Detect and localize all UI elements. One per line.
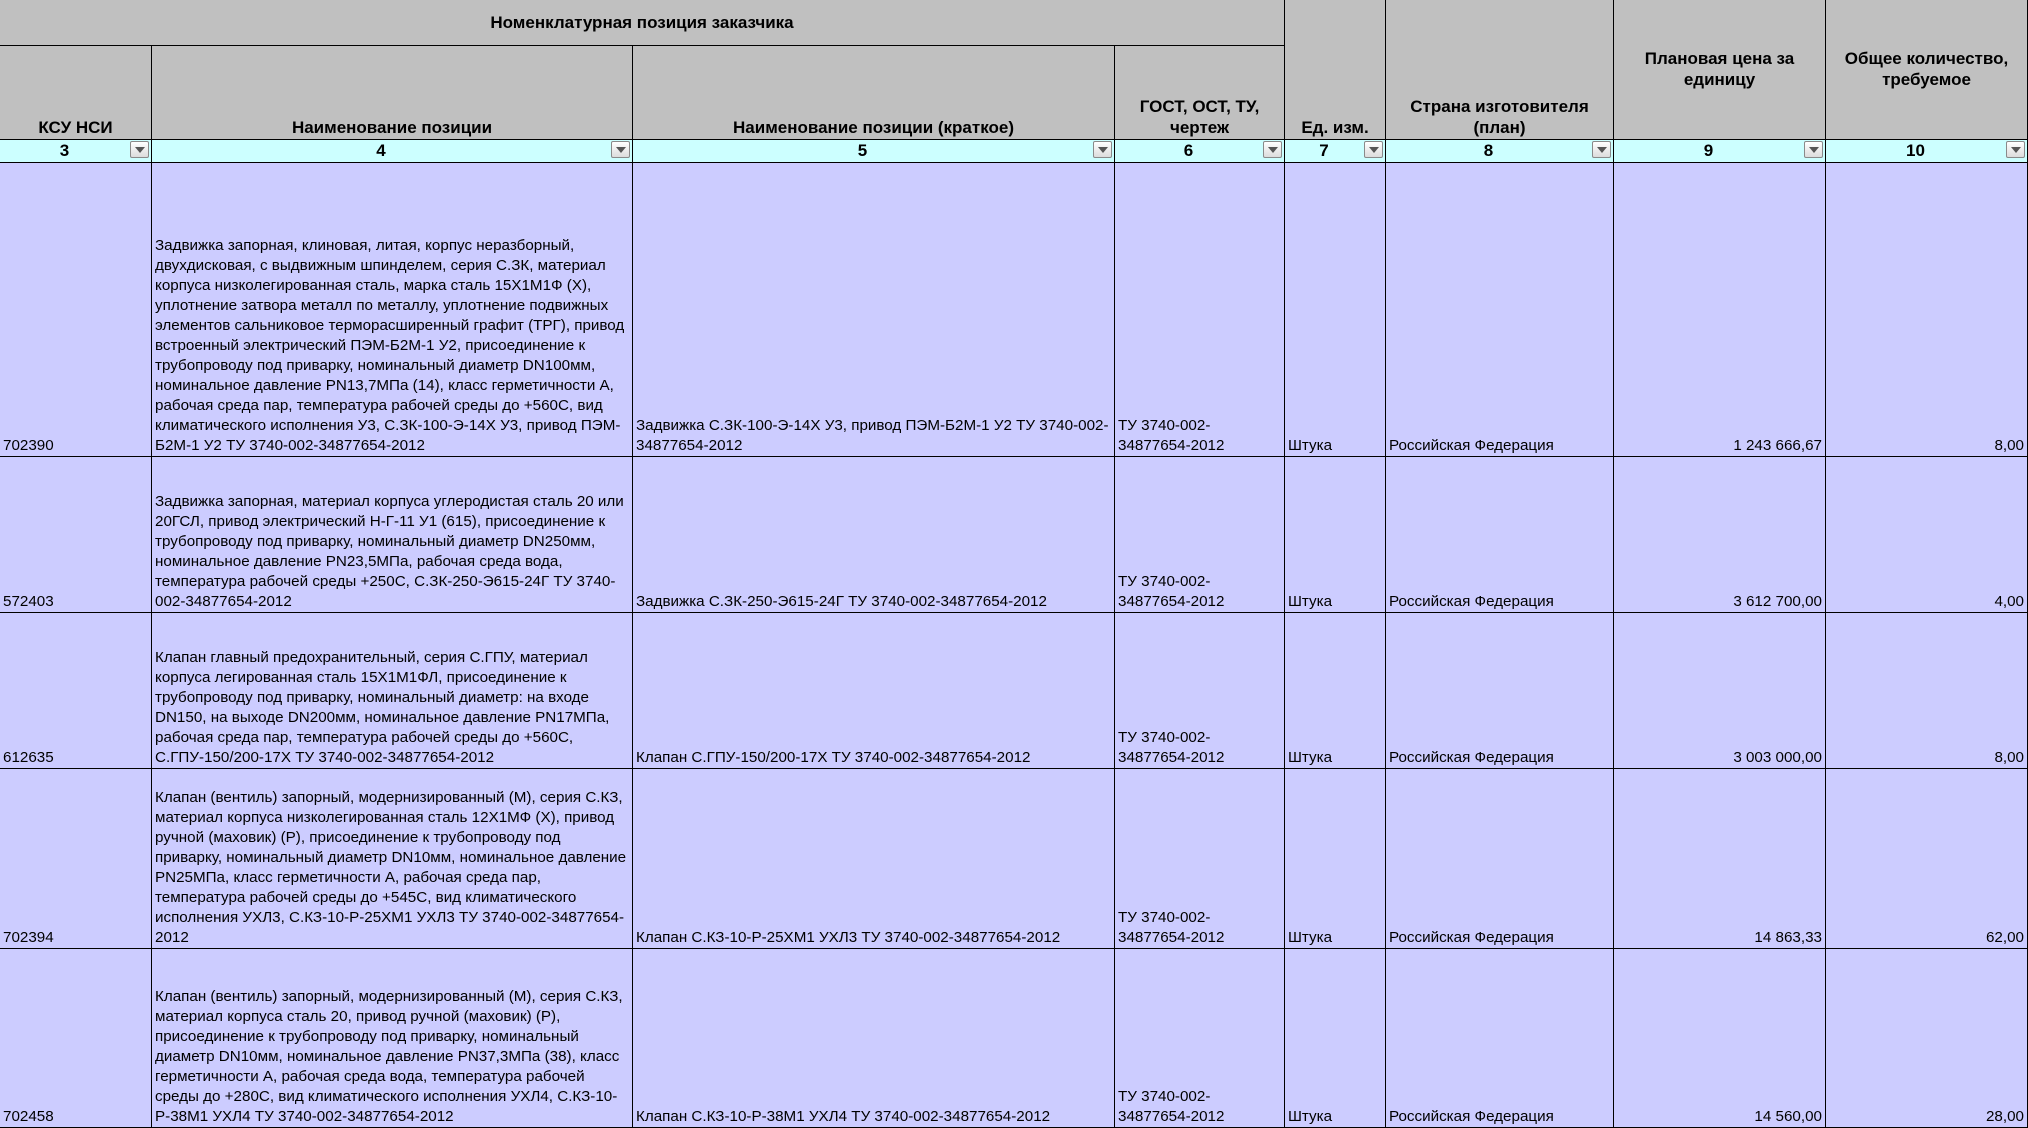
cell-ksu: 702394 bbox=[3, 929, 54, 946]
table-row-5-name[interactable] bbox=[152, 949, 633, 1128]
header-quantity[interactable] bbox=[1826, 0, 2028, 140]
cell-country: Российская Федерация bbox=[1389, 593, 1554, 610]
column-number-3 bbox=[0, 140, 152, 163]
table-row-1-country[interactable] bbox=[1386, 163, 1614, 457]
table-row-1-unit[interactable] bbox=[1285, 163, 1386, 457]
cell-quantity: 62,00 bbox=[1985, 929, 2024, 946]
cell-unit: Штука bbox=[1288, 593, 1333, 610]
filter-dropdown-icon[interactable] bbox=[1093, 141, 1112, 158]
filter-dropdown-icon[interactable] bbox=[1804, 141, 1823, 158]
table-row-3-quantity[interactable] bbox=[1826, 613, 2028, 769]
cell-short-name: Клапан С.КЗ-10-Р-25ХМ1 УХЛ3 ТУ 3740-002-34877654-2012 bbox=[636, 929, 1061, 946]
column-number-5 bbox=[633, 140, 1115, 163]
table-row-2-ksu[interactable] bbox=[0, 457, 152, 613]
header-country[interactable] bbox=[1386, 0, 1614, 140]
header-unit[interactable] bbox=[1285, 0, 1386, 140]
column-number-9 bbox=[1614, 140, 1826, 163]
cell-name: Клапан (вентиль) запорный, модернизированный (М), серия С.КЗ, материал корпуса низколегированная сталь 12Х1МФ (Х), привод ручной (маховик) (Р), присоединение к трубопроводу под приварку, номинальный диаметр DN10мм, номинальное давление PN25МПа, класс герметичности А, рабочая среда пар, температура рабочей среды до +545С, вид климатического исполнения УХЛ3, С.КЗ-10-Р-25ХМ1 УХЛ3 ТУ 3740-002-34877654-2012 bbox=[155, 789, 627, 946]
cell-gost: ТУ 3740-002-34877654-2012 bbox=[1118, 573, 1225, 610]
table-row-4-name[interactable] bbox=[152, 769, 633, 949]
cell-unit: Штука bbox=[1288, 1108, 1333, 1125]
cell-ksu: 612635 bbox=[3, 749, 54, 766]
filter-dropdown-icon[interactable] bbox=[1263, 141, 1282, 158]
cell-unit: Штука bbox=[1288, 929, 1333, 946]
table-row-5-country[interactable] bbox=[1386, 949, 1614, 1128]
cell-country: Российская Федерация bbox=[1389, 437, 1554, 454]
table-row-1-price[interactable] bbox=[1614, 163, 1826, 457]
table-row-4-country[interactable] bbox=[1386, 769, 1614, 949]
header-name-label: Наименование позиции bbox=[291, 118, 493, 137]
cell-quantity: 4,00 bbox=[1994, 593, 2024, 610]
filter-dropdown-icon[interactable] bbox=[130, 141, 149, 158]
header-quantity-label: Общее количество, требуемое bbox=[1844, 49, 2009, 89]
table-row-3-price[interactable] bbox=[1614, 613, 1826, 769]
column-number-label: 6 bbox=[1183, 141, 1194, 160]
header-group-title: Номенклатурная позиция заказчика bbox=[490, 12, 794, 32]
table-row-3-ksu[interactable] bbox=[0, 613, 152, 769]
table-row-3-unit[interactable] bbox=[1285, 613, 1386, 769]
table-row-2-short-name[interactable] bbox=[633, 457, 1115, 613]
cell-price: 14 863,33 bbox=[1754, 929, 1822, 946]
cell-country: Российская Федерация bbox=[1389, 1108, 1554, 1125]
table-row-2-quantity[interactable] bbox=[1826, 457, 2028, 613]
table-row-2-country[interactable] bbox=[1386, 457, 1614, 613]
table-row-1-ksu[interactable] bbox=[0, 163, 152, 457]
table-row-3-gost[interactable] bbox=[1115, 613, 1285, 769]
table-row-5-short-name[interactable] bbox=[633, 949, 1115, 1128]
table-row-4-quantity[interactable] bbox=[1826, 769, 2028, 949]
cell-price: 1 243 666,67 bbox=[1733, 437, 1822, 454]
column-number-6 bbox=[1115, 140, 1285, 163]
cell-price: 14 560,00 bbox=[1754, 1108, 1822, 1125]
column-number-10 bbox=[1826, 140, 2028, 163]
table-row-5-gost[interactable] bbox=[1115, 949, 1285, 1128]
header-ksu-label: КСУ НСИ bbox=[38, 118, 113, 137]
cell-ksu: 572403 bbox=[3, 593, 54, 610]
filter-dropdown-icon[interactable] bbox=[1364, 141, 1383, 158]
header-price-label: Плановая цена за единицу bbox=[1644, 49, 1795, 89]
cell-name: Задвижка запорная, клиновая, литая, корпус неразборный, двухдисковая, с выдвижным шпинделем, серия С.ЗК, материал корпуса низколегированная сталь, марка сталь 15Х1М1Ф (Х), уплотнение затвора металл по металлу, уплотнение подвижных элементов сальниковое терморасширенный графит (ТРГ), привод встроенный электрический ПЭМ-Б2М-1 У2, присоединение к трубопроводу под приварку, номинальный диаметр DN100мм, номинальное давление PN13,7МПа (14), класс герметичности А, рабочая среда пар, температура рабочей среды до +560С, вид климатического исполнения У3, С.ЗК-100-Э-14Х У3, привод ПЭМ-Б2М-1 У2 ТУ 3740-002-34877654-2012 bbox=[155, 237, 625, 454]
cell-price: 3 612 700,00 bbox=[1733, 593, 1822, 610]
cell-unit: Штука bbox=[1288, 437, 1333, 454]
cell-gost: ТУ 3740-002-34877654-2012 bbox=[1118, 909, 1225, 946]
table-row-3-country[interactable] bbox=[1386, 613, 1614, 769]
table-row-3-name[interactable] bbox=[152, 613, 633, 769]
cell-quantity: 28,00 bbox=[1985, 1108, 2024, 1125]
cell-quantity: 8,00 bbox=[1994, 749, 2024, 766]
cell-short-name: Клапан С.ГПУ-150/200-17Х ТУ 3740-002-34877654-2012 bbox=[636, 749, 1031, 766]
column-number-4 bbox=[152, 140, 633, 163]
header-ksu[interactable] bbox=[0, 46, 152, 140]
table-row-4-price[interactable] bbox=[1614, 769, 1826, 949]
cell-short-name: Задвижка С.ЗК-100-Э-14Х У3, привод ПЭМ-Б2М-1 У2 ТУ 3740-002-34877654-2012 bbox=[636, 417, 1109, 454]
table-row-2-unit[interactable] bbox=[1285, 457, 1386, 613]
header-name[interactable] bbox=[152, 46, 633, 140]
cell-country: Российская Федерация bbox=[1389, 929, 1554, 946]
column-number-7 bbox=[1285, 140, 1386, 163]
header-group-customer-position[interactable] bbox=[0, 0, 1285, 46]
table-row-5-quantity[interactable] bbox=[1826, 949, 2028, 1128]
cell-name: Клапан (вентиль) запорный, модернизированный (М), серия С.КЗ, материал корпуса сталь 20, привод ручной (маховик) (Р), присоединение к трубопроводу под приварку, номинальный диаметр DN10мм, номинальное давление PN37,3МПа (38), класс герметичности А, рабочая среда вода, температура рабочей среды до +280С, вид климатического исполнения УХЛ4, С.КЗ-10-Р-38М1 УХЛ4 ТУ 3740-002-34877654-2012 bbox=[155, 988, 623, 1125]
cell-unit: Штука bbox=[1288, 749, 1333, 766]
column-number-label: 8 bbox=[1483, 141, 1494, 160]
cell-ksu: 702458 bbox=[3, 1108, 54, 1125]
table-row-4-short-name[interactable] bbox=[633, 769, 1115, 949]
header-price[interactable] bbox=[1614, 0, 1826, 140]
header-gost[interactable] bbox=[1115, 46, 1285, 140]
table-row-2-gost[interactable] bbox=[1115, 457, 1285, 613]
cell-quantity: 8,00 bbox=[1994, 437, 2024, 454]
column-number-label: 9 bbox=[1703, 141, 1714, 160]
cell-gost: ТУ 3740-002-34877654-2012 bbox=[1118, 729, 1225, 766]
filter-dropdown-icon[interactable] bbox=[2006, 141, 2025, 158]
cell-country: Российская Федерация bbox=[1389, 749, 1554, 766]
cell-ksu: 702390 bbox=[3, 437, 54, 454]
table-row-4-ksu[interactable] bbox=[0, 769, 152, 949]
header-country-label: Страна изготовителя (план) bbox=[1410, 97, 1589, 137]
column-number-8 bbox=[1386, 140, 1614, 163]
column-number-label: 4 bbox=[376, 141, 386, 160]
cell-gost: ТУ 3740-002-34877654-2012 bbox=[1118, 417, 1225, 454]
table-row-4-gost[interactable] bbox=[1115, 769, 1285, 949]
cell-price: 3 003 000,00 bbox=[1733, 749, 1822, 766]
table-row-2-price[interactable] bbox=[1614, 457, 1826, 613]
filter-dropdown-icon[interactable] bbox=[611, 141, 630, 158]
cell-short-name: Задвижка С.ЗК-250-Э615-24Г ТУ 3740-002-34877654-2012 bbox=[636, 593, 1047, 610]
header-short-name-label: Наименование позиции (краткое) bbox=[733, 118, 1014, 137]
cell-short-name: Клапан С.КЗ-10-Р-38М1 УХЛ4 ТУ 3740-002-34877654-2012 bbox=[636, 1108, 1051, 1125]
table-row-1-quantity[interactable] bbox=[1826, 163, 2028, 457]
cell-name: Клапан главный предохранительный, серия С.ГПУ, материал корпуса легированная сталь 15Х1М1ФЛ, присоединение к трубопроводу под приварку, номинальный диаметр: на входе DN150, на выходе DN200мм, номинальное давление PN17МПа, рабочая среда пар, температура рабочей среды до +560С, С.ГПУ-150/200-17Х ТУ 3740-002-34877654-2012 bbox=[155, 649, 610, 766]
filter-dropdown-icon[interactable] bbox=[1592, 141, 1611, 158]
header-gost-label: ГОСТ, ОСТ, ТУ, чертеж bbox=[1139, 97, 1260, 137]
table-row-3-short-name[interactable] bbox=[633, 613, 1115, 769]
column-number-label: 3 bbox=[59, 141, 70, 160]
table-row-1-gost[interactable] bbox=[1115, 163, 1285, 457]
cell-gost: ТУ 3740-002-34877654-2012 bbox=[1118, 1088, 1225, 1125]
table-row-1-name[interactable] bbox=[152, 163, 633, 457]
header-short-name[interactable] bbox=[633, 46, 1115, 140]
table-row-1-short-name[interactable] bbox=[633, 163, 1115, 457]
column-number-label: 10 bbox=[1906, 141, 1925, 160]
table-row-5-unit[interactable] bbox=[1285, 949, 1386, 1128]
cell-name: Задвижка запорная, материал корпуса углеродистая сталь 20 или 20ГСЛ, привод электрический Н-Г-11 У1 (615), присоединение к трубопроводу под приварку, номинальный диаметр DN250мм, номинальное давление PN23,5МПа, рабочая среда вода, температура рабочей среды +250С, С.ЗК-250-Э615-24Г ТУ 3740-002-34877654-2012 bbox=[155, 493, 624, 610]
table-row-5-ksu[interactable] bbox=[0, 949, 152, 1128]
table-row-4-unit[interactable] bbox=[1285, 769, 1386, 949]
table-row-2-name[interactable] bbox=[152, 457, 633, 613]
table-row-5-price[interactable] bbox=[1614, 949, 1826, 1128]
column-number-label: 5 bbox=[857, 141, 868, 160]
header-unit-label: Ед. изм. bbox=[1301, 118, 1369, 137]
column-number-label: 7 bbox=[1319, 141, 1329, 160]
